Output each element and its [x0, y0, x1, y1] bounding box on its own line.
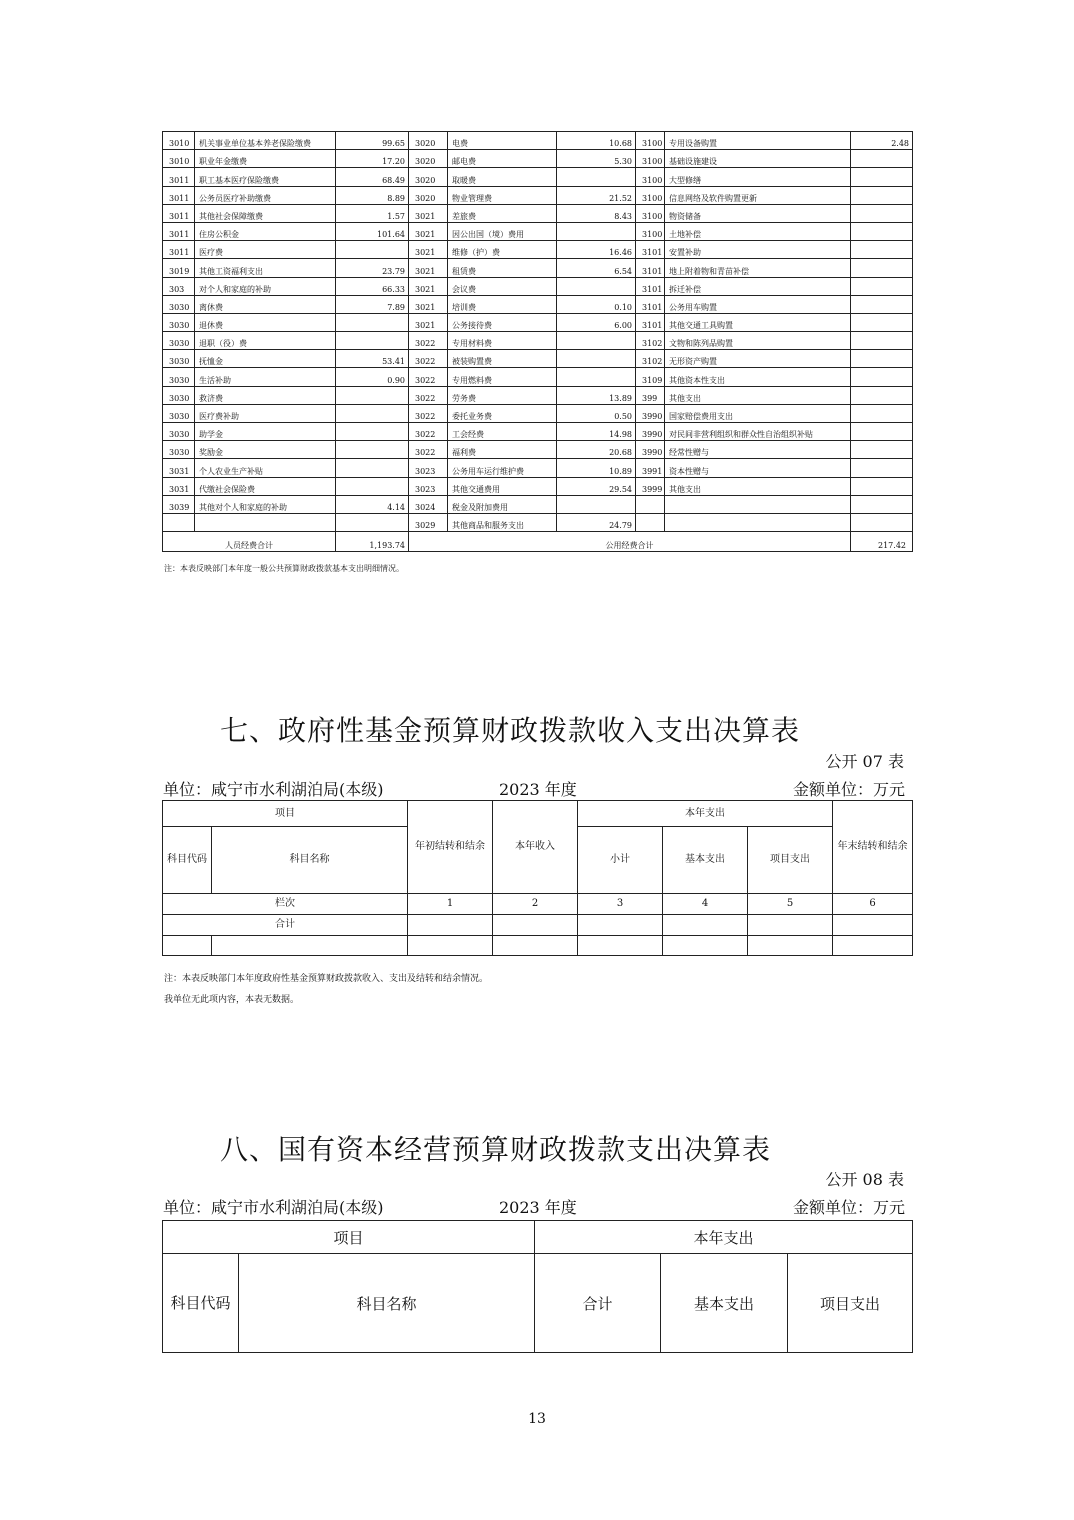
table-cell-amount: 8.43 — [557, 204, 636, 222]
table-cell-amount: 14.98 — [557, 423, 636, 441]
table-cell-amount: 8.89 — [336, 186, 409, 204]
table-cell-amount — [336, 241, 409, 259]
table-cell-econ-name: 拆迁补偿 — [665, 277, 851, 295]
table-cell-amount: 23.79 — [336, 259, 409, 277]
table-cell-econ-code: 3109 — [636, 368, 665, 386]
table-cell-econ-code: 3020 — [409, 186, 448, 204]
t7-cell — [578, 915, 663, 936]
table-cell-econ-name — [665, 495, 851, 513]
table-cell-econ-code: 3011 — [163, 241, 195, 259]
table-cell-econ-name: 奖励金 — [195, 441, 336, 459]
table-row — [163, 404, 913, 422]
table-cell-econ-name: 被装购置费 — [448, 350, 557, 368]
table-cell-econ-code: 3019 — [163, 259, 195, 277]
t7-cell — [212, 936, 408, 956]
table-cell-econ-code: 3021 — [409, 313, 448, 331]
table-cell-econ-code: 3011 — [163, 204, 195, 222]
t7-cell — [663, 936, 748, 956]
table-cell-econ-name: 委托业务费 — [448, 404, 557, 422]
section7-code: 公开 07 表 — [825, 752, 904, 771]
table-cell-amount: 99.65 — [336, 132, 409, 150]
table-cell-econ-name: 专用燃料费 — [448, 368, 557, 386]
table-cell-econ-code: 3990 — [636, 441, 665, 459]
section8-unit: 单位：咸宁市水利湖泊局(本级) — [163, 1198, 384, 1217]
table-cell-amount — [851, 368, 913, 386]
table-cell-econ-code: 3030 — [163, 386, 195, 404]
totals-row — [163, 532, 913, 552]
table-row — [163, 241, 913, 259]
table-cell-amount: 21.52 — [557, 186, 636, 204]
table-cell-econ-code: 3100 — [636, 186, 665, 204]
table-cell-amount: 10.89 — [557, 459, 636, 477]
t7-cell — [163, 936, 212, 956]
t7-cell — [748, 936, 833, 956]
t8-header-item: 项目 — [163, 1221, 535, 1254]
table-row — [163, 259, 913, 277]
table-row — [163, 513, 913, 531]
table-cell-econ-name: 职业年金缴费 — [195, 150, 336, 168]
t7-cell — [408, 936, 493, 956]
table-cell-econ-code: 3030 — [163, 332, 195, 350]
t7-col-number: 5 — [748, 894, 833, 915]
table-cell-econ-name: 劳务费 — [448, 386, 557, 404]
table-cell-amount: 17.20 — [336, 150, 409, 168]
t7-header-item: 项目 — [163, 801, 408, 827]
t7-cell — [748, 915, 833, 936]
section7-title: 七、政府性基金预算财政拨款收入支出决算表 — [220, 714, 801, 747]
table-cell-amount — [557, 332, 636, 350]
table-cell-amount — [557, 277, 636, 295]
state-capital-table — [162, 1220, 913, 1353]
table-cell-econ-name: 抚恤金 — [195, 350, 336, 368]
t7-header-name: 科目名称 — [212, 827, 408, 894]
t7-col-number: 2 — [493, 894, 578, 915]
table-cell-amount: 29.54 — [557, 477, 636, 495]
t7-col-number: 6 — [833, 894, 913, 915]
table-cell-econ-name: 医疗费 — [195, 241, 336, 259]
section7-note: 注：本表反映部门本年度政府性基金预算财政拨款收入、支出及结转和结余情况。 — [164, 974, 489, 984]
table-cell-amount — [336, 441, 409, 459]
table-cell-amount: 24.79 — [557, 513, 636, 531]
table-cell-econ-code: 3022 — [409, 423, 448, 441]
t7-header-end-balance: 年末结转和结余 — [833, 801, 913, 894]
table-cell-amount — [851, 513, 913, 531]
table-cell-econ-name: 差旅费 — [448, 204, 557, 222]
table-cell-econ-name: 基础设施建设 — [665, 150, 851, 168]
table-cell-econ-name: 公务员医疗补助缴费 — [195, 186, 336, 204]
table-cell-amount: 10.68 — [557, 132, 636, 150]
table-cell-econ-name: 生活补助 — [195, 368, 336, 386]
table-cell-econ-code: 3011 — [163, 186, 195, 204]
table-cell-amount: 16.46 — [557, 241, 636, 259]
table-cell-econ-code: 3022 — [409, 441, 448, 459]
table-cell-econ-name: 工会经费 — [448, 423, 557, 441]
table-cell-amount — [851, 168, 913, 186]
table-cell-amount: 6.00 — [557, 313, 636, 331]
personnel-total-label: 人员经费合计 — [163, 532, 336, 552]
table-cell-econ-code: 3991 — [636, 459, 665, 477]
table-cell-amount — [851, 404, 913, 422]
table-cell-econ-name: 安置补助 — [665, 241, 851, 259]
table-cell-econ-code: 3023 — [409, 459, 448, 477]
t7-col-number: 1 — [408, 894, 493, 915]
table-cell-amount: 101.64 — [336, 222, 409, 240]
section8-amount-unit: 金额单位：万元 — [792, 1198, 905, 1217]
table-cell-econ-name: 职工基本医疗保险缴费 — [195, 168, 336, 186]
table-cell-econ-name: 经常性赠与 — [665, 441, 851, 459]
table-cell-amount — [557, 222, 636, 240]
table-cell-amount — [336, 404, 409, 422]
table-cell-econ-code: 3029 — [409, 513, 448, 531]
table-cell-econ-code: 399 — [636, 386, 665, 404]
table-cell-econ-code: 3101 — [636, 313, 665, 331]
table-cell-econ-name — [195, 513, 336, 531]
table-cell-econ-name: 培训费 — [448, 295, 557, 313]
table-cell-amount — [851, 459, 913, 477]
table-cell-amount: 13.89 — [557, 386, 636, 404]
table-cell-econ-code: 3030 — [163, 295, 195, 313]
table-cell-amount: 1.57 — [336, 204, 409, 222]
t8-header-code: 科目代码 — [163, 1254, 239, 1353]
table-cell-econ-name: 救济费 — [195, 386, 336, 404]
table-cell-econ-code: 3999 — [636, 477, 665, 495]
table-cell-econ-name: 无形资产购置 — [665, 350, 851, 368]
table-cell-econ-code: 3021 — [409, 204, 448, 222]
table-cell-amount — [851, 313, 913, 331]
gov-fund-table — [162, 800, 913, 956]
table-row — [163, 132, 913, 150]
table-cell-econ-name: 信息网络及软件购置更新 — [665, 186, 851, 204]
table-cell-econ-name: 个人农业生产补贴 — [195, 459, 336, 477]
public-total-label: 公用经费合计 — [409, 532, 851, 552]
table-cell-amount: 0.10 — [557, 295, 636, 313]
t7-header-income: 本年收入 — [493, 801, 578, 894]
table-cell-econ-code: 3022 — [409, 332, 448, 350]
table-cell-econ-name: 因公出国（境）费用 — [448, 222, 557, 240]
table-cell-amount — [336, 386, 409, 404]
table-cell-amount: 2.48 — [851, 132, 913, 150]
t7-header-begin-balance: 年初结转和结余 — [408, 801, 493, 894]
table-cell-amount — [851, 277, 913, 295]
table-cell-amount — [336, 459, 409, 477]
table-cell-econ-code: 3011 — [163, 222, 195, 240]
table-cell-econ-name: 土地补偿 — [665, 222, 851, 240]
table-cell-econ-name: 对个人和家庭的补助 — [195, 277, 336, 295]
table-cell-econ-code: 3021 — [409, 295, 448, 313]
table-cell-econ-code: 3100 — [636, 204, 665, 222]
table-cell-econ-name: 取暖费 — [448, 168, 557, 186]
table6-note: 注：本表反映部门本年度一般公共预算财政拨款基本支出明细情况。 — [164, 564, 404, 573]
t7-cell — [493, 915, 578, 936]
table-cell-amount — [851, 332, 913, 350]
table-cell-econ-name: 助学金 — [195, 423, 336, 441]
table-cell-econ-code: 3023 — [409, 477, 448, 495]
table-cell-econ-code: 3024 — [409, 495, 448, 513]
table-cell-econ-code: 3990 — [636, 404, 665, 422]
table-cell-econ-code: 3101 — [636, 259, 665, 277]
table-cell-econ-code: 3030 — [163, 404, 195, 422]
t7-header-basic: 基本支出 — [663, 827, 748, 894]
table-cell-econ-code: 3010 — [163, 150, 195, 168]
table-cell-econ-name: 离休费 — [195, 295, 336, 313]
t7-cell — [833, 936, 913, 956]
table-cell-econ-code: 3102 — [636, 350, 665, 368]
t7-cell — [833, 915, 913, 936]
table-cell-econ-code: 3031 — [163, 477, 195, 495]
table-cell-econ-name: 退休费 — [195, 313, 336, 331]
table-cell-amount — [557, 168, 636, 186]
table-cell-econ-code: 3101 — [636, 277, 665, 295]
table-cell-amount — [336, 332, 409, 350]
section7-no-data-note: 我单位无此项内容，本表无数据。 — [164, 995, 300, 1005]
table-cell-amount: 0.90 — [336, 368, 409, 386]
table-cell-amount: 20.68 — [557, 441, 636, 459]
table-row — [163, 186, 913, 204]
t7-col-number: 3 — [578, 894, 663, 915]
table-cell-econ-code: 3022 — [409, 350, 448, 368]
personnel-total-value: 1,193.74 — [336, 532, 409, 552]
table-row — [163, 222, 913, 240]
table-cell-econ-code: 303 — [163, 277, 195, 295]
t7-cell — [408, 915, 493, 936]
table-cell-econ-name: 邮电费 — [448, 150, 557, 168]
table-cell-amount — [336, 423, 409, 441]
public-total-value: 217.42 — [851, 532, 913, 552]
t7-total-label: 合计 — [163, 915, 408, 936]
section8-code: 公开 08 表 — [825, 1170, 904, 1189]
table-cell-amount — [336, 513, 409, 531]
table-cell-econ-name: 退职（役）费 — [195, 332, 336, 350]
table-cell-econ-name: 文物和陈列品购置 — [665, 332, 851, 350]
section7-year: 2023 年度 — [499, 780, 577, 799]
table-cell-econ-name: 其他社会保障缴费 — [195, 204, 336, 222]
table-cell-econ-name: 住房公积金 — [195, 222, 336, 240]
table-cell-amount — [851, 241, 913, 259]
table-cell-econ-name: 其他交通工具购置 — [665, 313, 851, 331]
table-cell-econ-name: 医疗费补助 — [195, 404, 336, 422]
table-cell-econ-name — [665, 513, 851, 531]
table-cell-econ-code: 3021 — [409, 277, 448, 295]
t7-header-project: 项目支出 — [748, 827, 833, 894]
section7-unit: 单位：咸宁市水利湖泊局(本级) — [163, 780, 384, 799]
table-cell-econ-name: 其他商品和服务支出 — [448, 513, 557, 531]
table-cell-econ-code: 3031 — [163, 459, 195, 477]
table-cell-econ-name: 电费 — [448, 132, 557, 150]
table-cell-econ-name: 会议费 — [448, 277, 557, 295]
t8-header-total: 合计 — [535, 1254, 661, 1353]
table-cell-econ-name: 专用设备购置 — [665, 132, 851, 150]
table-cell-amount — [557, 368, 636, 386]
section7-amount-unit: 金额单位：万元 — [792, 780, 905, 799]
table-cell-amount — [851, 204, 913, 222]
table-cell-amount — [851, 150, 913, 168]
table-row — [163, 477, 913, 495]
t7-header-code: 科目代码 — [163, 827, 212, 894]
table-row — [163, 368, 913, 386]
table-cell-amount: 66.33 — [336, 277, 409, 295]
table-cell-amount: 5.30 — [557, 150, 636, 168]
table-cell-amount: 53.41 — [336, 350, 409, 368]
table-cell-econ-code — [163, 513, 195, 531]
table-cell-econ-name: 租赁费 — [448, 259, 557, 277]
table-cell-econ-name: 税金及附加费用 — [448, 495, 557, 513]
t7-cell — [663, 915, 748, 936]
table-cell-econ-code: 3022 — [409, 386, 448, 404]
table-cell-econ-code: 3990 — [636, 423, 665, 441]
table-cell-amount — [851, 386, 913, 404]
table-row — [163, 350, 913, 368]
table-cell-econ-code: 3039 — [163, 495, 195, 513]
table-row — [163, 295, 913, 313]
table-row — [163, 277, 913, 295]
table-cell-econ-code: 3030 — [163, 423, 195, 441]
t7-header-subtotal: 小计 — [578, 827, 663, 894]
table-row — [163, 386, 913, 404]
table-row — [163, 459, 913, 477]
table-cell-econ-name: 机关事业单位基本养老保险缴费 — [195, 132, 336, 150]
table-cell-amount — [851, 441, 913, 459]
table-cell-econ-code: 3021 — [409, 241, 448, 259]
table-cell-amount — [336, 313, 409, 331]
table-cell-amount — [557, 495, 636, 513]
table-cell-econ-name: 其他对个人和家庭的补助 — [195, 495, 336, 513]
table-cell-amount: 0.50 — [557, 404, 636, 422]
table-cell-econ-name: 对民间非营利组织和群众性自治组织补贴 — [665, 423, 851, 441]
table-row — [163, 495, 913, 513]
table-cell-econ-code: 3100 — [636, 222, 665, 240]
table-cell-amount — [851, 495, 913, 513]
table-cell-econ-code: 3010 — [163, 132, 195, 150]
table-cell-econ-name: 物业管理费 — [448, 186, 557, 204]
table-cell-econ-code: 3100 — [636, 132, 665, 150]
table-cell-econ-code: 3101 — [636, 295, 665, 313]
table-cell-econ-code: 3102 — [636, 332, 665, 350]
table-cell-econ-name: 专用材料费 — [448, 332, 557, 350]
section8-year: 2023 年度 — [499, 1198, 577, 1217]
table-cell-econ-name: 公务用车运行维护费 — [448, 459, 557, 477]
table-cell-econ-code: 3022 — [409, 404, 448, 422]
table-cell-econ-name: 大型修缮 — [665, 168, 851, 186]
table-cell-econ-name: 其他工资福利支出 — [195, 259, 336, 277]
table-cell-econ-code: 3030 — [163, 350, 195, 368]
table-cell-amount — [851, 222, 913, 240]
table-cell-amount — [851, 423, 913, 441]
table-cell-amount: 68.49 — [336, 168, 409, 186]
t7-column-row-label: 栏次 — [163, 894, 408, 915]
table-cell-econ-name: 国家赔偿费用支出 — [665, 404, 851, 422]
table-cell-econ-name: 福利费 — [448, 441, 557, 459]
table-cell-econ-code: 3020 — [409, 150, 448, 168]
table-cell-econ-code: 3022 — [409, 368, 448, 386]
table-cell-econ-code: 3030 — [163, 313, 195, 331]
table-row — [163, 423, 913, 441]
table-cell-econ-name: 其他支出 — [665, 386, 851, 404]
table-cell-econ-name: 资本性赠与 — [665, 459, 851, 477]
section8-title: 八、国有资本经营预算财政拨款支出决算表 — [220, 1133, 772, 1166]
table-cell-econ-code: 3021 — [409, 222, 448, 240]
table-cell-econ-name: 地上附着物和青苗补偿 — [665, 259, 851, 277]
table-cell-amount — [851, 259, 913, 277]
table-cell-econ-code — [636, 513, 665, 531]
t7-col-number: 4 — [663, 894, 748, 915]
table-row — [163, 332, 913, 350]
table-row — [163, 150, 913, 168]
table-cell-amount — [851, 295, 913, 313]
table-cell-amount: 7.89 — [336, 295, 409, 313]
table-cell-econ-code: 3100 — [636, 168, 665, 186]
table-cell-econ-code: 3030 — [163, 368, 195, 386]
table-cell-econ-name: 维修（护）费 — [448, 241, 557, 259]
table-cell-econ-name: 公务接待费 — [448, 313, 557, 331]
t8-header-name: 科目名称 — [239, 1254, 535, 1353]
basic-expense-detail-table — [162, 131, 913, 552]
table-cell-econ-name: 物资储备 — [665, 204, 851, 222]
table-cell-econ-code: 3030 — [163, 441, 195, 459]
table-cell-econ-code: 3101 — [636, 241, 665, 259]
table-cell-econ-name: 其他资本性支出 — [665, 368, 851, 386]
table-cell-amount: 4.14 — [336, 495, 409, 513]
table-row — [163, 313, 913, 331]
table-cell-econ-code: 3011 — [163, 168, 195, 186]
table-cell-amount: 6.54 — [557, 259, 636, 277]
table-cell-econ-name: 代缴社会保险费 — [195, 477, 336, 495]
table-cell-econ-code: 3020 — [409, 168, 448, 186]
t8-header-basic: 基本支出 — [661, 1254, 788, 1353]
t7-header-expense: 本年支出 — [578, 801, 833, 827]
table-row — [163, 441, 913, 459]
table-cell-econ-code — [636, 495, 665, 513]
table-row — [163, 204, 913, 222]
table-cell-econ-name: 其他支出 — [665, 477, 851, 495]
table-cell-econ-name: 其他交通费用 — [448, 477, 557, 495]
table-cell-econ-code: 3020 — [409, 132, 448, 150]
table-cell-amount — [851, 477, 913, 495]
t8-header-project: 项目支出 — [788, 1254, 913, 1353]
table-cell-econ-name: 公务用车购置 — [665, 295, 851, 313]
table-cell-amount — [557, 350, 636, 368]
table-cell-econ-code: 3100 — [636, 150, 665, 168]
table-cell-amount — [851, 186, 913, 204]
table-row — [163, 168, 913, 186]
t7-cell — [578, 936, 663, 956]
t8-header-expense: 本年支出 — [535, 1221, 913, 1254]
page-number: 13 — [528, 1411, 546, 1427]
table-cell-amount — [336, 477, 409, 495]
table-cell-econ-code: 3021 — [409, 259, 448, 277]
table-cell-amount — [851, 350, 913, 368]
t7-cell — [493, 936, 578, 956]
